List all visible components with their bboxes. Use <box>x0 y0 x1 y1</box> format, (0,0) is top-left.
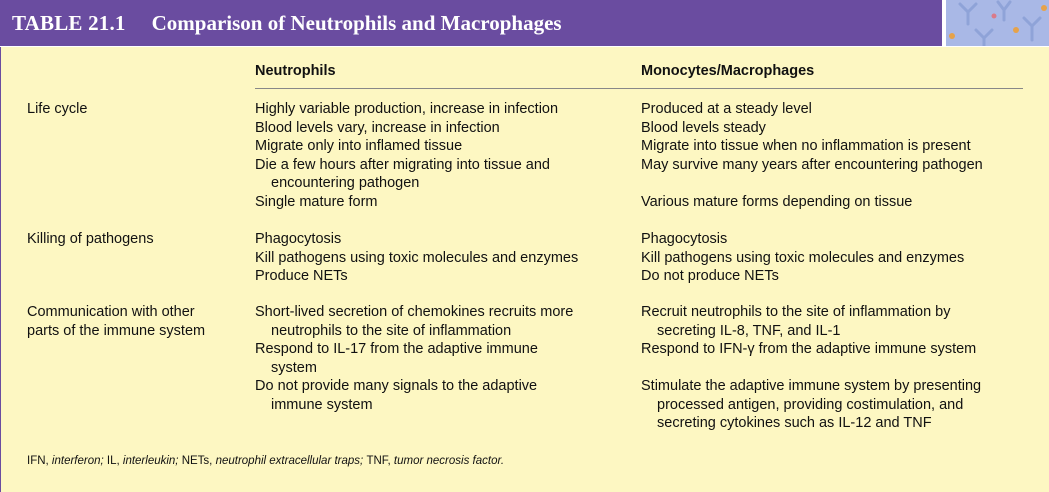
macrophages-line: processed antigen, providing costimulation, and <box>657 396 964 413</box>
footnote-abbreviation: IL, <box>106 455 123 467</box>
antibody-decoration <box>946 0 1049 46</box>
neutrophils-line: Die a few hours after migrating into tissue and <box>255 156 550 173</box>
neutrophils-line: Phagocytosis <box>255 231 342 247</box>
neutrophils-line: system <box>271 359 317 376</box>
table-footnote <box>27 455 504 467</box>
neutrophils-cell <box>255 100 558 211</box>
macrophages-cell <box>641 100 983 211</box>
row-label-line: Communication with other <box>27 304 195 320</box>
neutrophils-cell <box>255 230 578 286</box>
neutrophils-line: Produce NETs <box>255 268 348 284</box>
macrophages-line: Produced at a steady level <box>641 101 812 117</box>
footnote-abbreviation: IFN, <box>27 455 52 467</box>
neutrophils-cell <box>255 303 573 414</box>
table-title: Comparison of Neutrophils and Macrophages <box>151 10 562 35</box>
macrophages-line: Do not produce NETs <box>641 268 779 284</box>
footnote-abbreviation: NETs, <box>181 455 216 467</box>
footnote-definition: neutrophil extracellular traps; <box>215 455 367 467</box>
neutrophils-line: Blood levels vary, increase in infection <box>255 119 500 136</box>
column-header-macrophages: Monocytes/Macrophages <box>641 63 815 79</box>
neutrophils-line: Kill pathogens using toxic molecules and enzymes <box>255 249 579 266</box>
macrophages-line: Respond to IFN-γ from the adaptive immune system <box>641 341 977 357</box>
macrophages-line: May survive many years after encountering pathogen <box>641 156 983 173</box>
footnote-definition: interleukin; <box>122 455 182 467</box>
neutrophils-line: immune system <box>271 396 373 413</box>
row-label-line: Killing of pathogens <box>27 231 154 247</box>
macrophages-line <box>641 359 981 378</box>
neutrophils-line: Short-lived secretion of chemokines recruits more <box>255 304 574 320</box>
macrophages-line <box>641 174 983 193</box>
macrophages-line: Stimulate the adaptive immune system by presenting <box>641 378 982 394</box>
table-number: TABLE 21.1 <box>12 10 126 35</box>
neutrophils-line: Highly variable production, increase in infection <box>255 101 559 117</box>
macrophages-cell <box>641 230 964 286</box>
neutrophils-line: Single mature form <box>255 193 378 210</box>
macrophages-line: Various mature forms depending on tissue <box>641 193 913 210</box>
footnote-definition: tumor necrosis factor. <box>393 455 505 467</box>
neutrophils-line: Respond to IL-17 from the adaptive immune <box>255 341 538 357</box>
row-label-cell <box>27 230 154 249</box>
macrophages-line: secreting IL-8, TNF, and IL-1 <box>657 322 841 339</box>
row-label-cell <box>27 100 87 119</box>
row-label-cell <box>27 303 205 340</box>
neutrophils-line: Migrate only into inflamed tissue <box>255 138 463 154</box>
macrophages-line: Phagocytosis <box>641 231 728 247</box>
neutrophils-line: neutrophils to the site of inflammation <box>271 322 512 339</box>
footnote-definition: interferon; <box>51 455 107 467</box>
antibody-icon <box>946 0 1049 46</box>
header-rule <box>255 88 1023 89</box>
table-header <box>0 0 942 46</box>
neutrophils-line: encountering pathogen <box>271 175 420 191</box>
column-header-neutrophils: Neutrophils <box>255 63 336 79</box>
macrophages-line: Kill pathogens using toxic molecules and enzymes <box>641 249 965 266</box>
macrophages-line: secreting cytokines such as IL-12 and TNF <box>657 415 932 431</box>
macrophages-line: Migrate into tissue when no inflammation is present <box>641 138 971 154</box>
row-label-line: Life cycle <box>27 101 88 117</box>
macrophages-line: Recruit neutrophils to the site of inflammation by <box>641 304 951 320</box>
macrophages-line: Blood levels steady <box>641 119 766 136</box>
macrophages-cell <box>641 303 981 433</box>
neutrophils-line: Do not provide many signals to the adaptive <box>255 378 538 394</box>
table-body <box>0 47 1049 492</box>
row-label-line: parts of the immune system <box>27 322 206 339</box>
footnote-abbreviation: TNF, <box>366 455 394 467</box>
